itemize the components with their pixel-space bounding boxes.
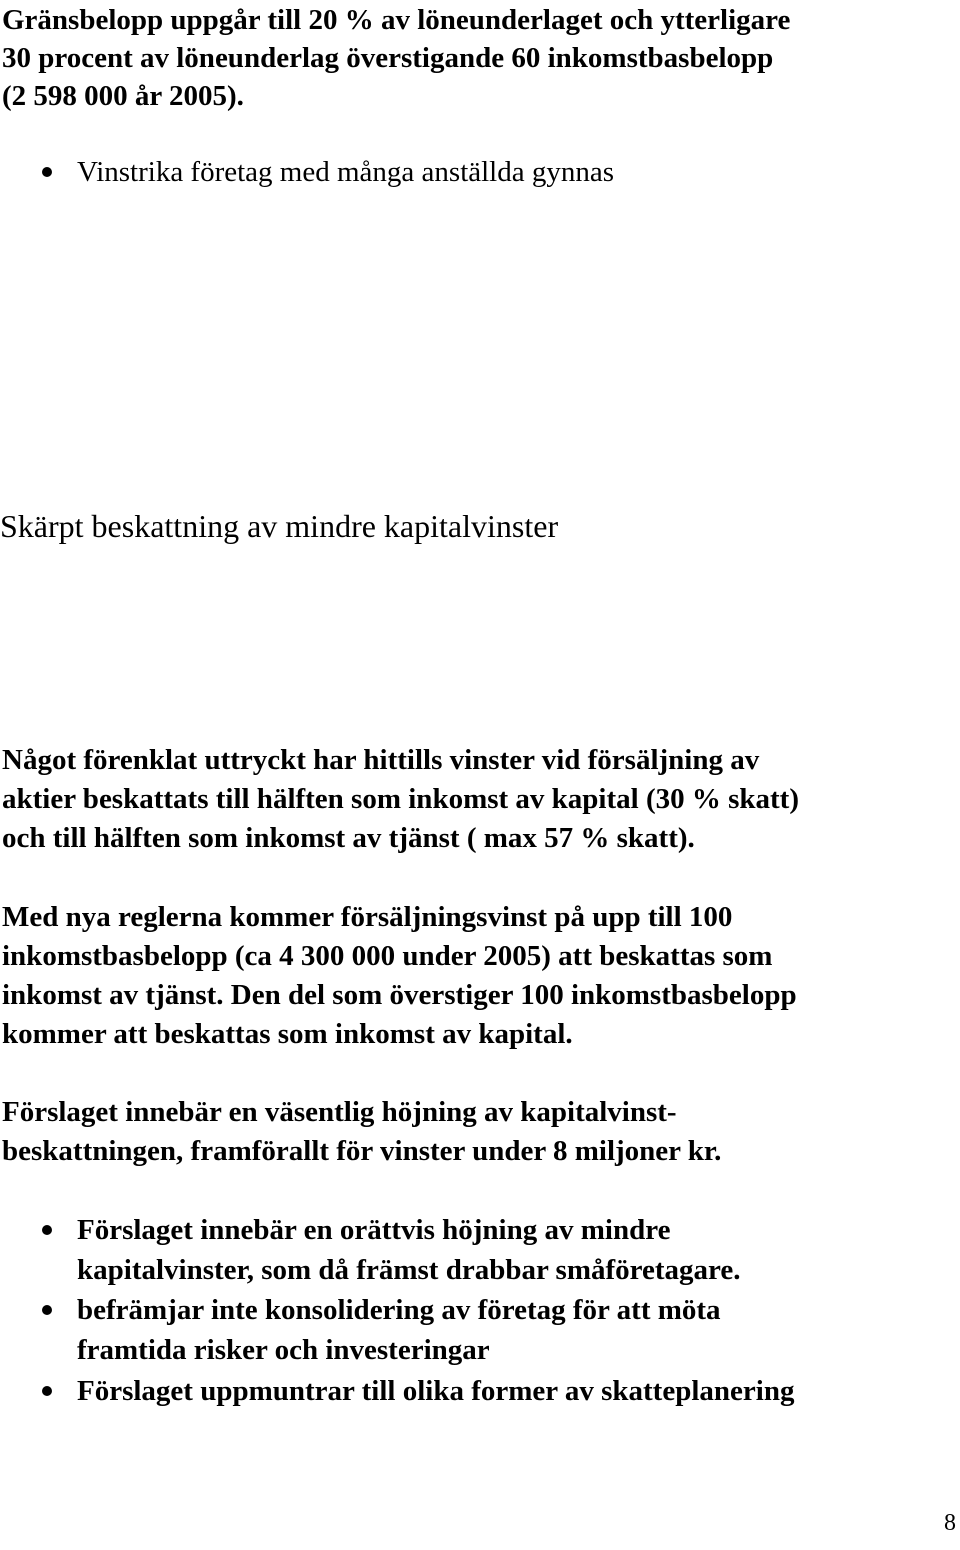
bullet-dot-icon (42, 1305, 52, 1315)
paragraph-2-line-3: inkomst av tjänst. Den del som överstiger 100 inkomstbasbelopp (2, 979, 797, 1011)
page-number: 8 (944, 1510, 956, 1536)
intro-line-3: (2 598 000 år 2005). (2, 80, 244, 112)
bullet-dot-icon (42, 167, 52, 177)
paragraph-2-line-2: inkomstbasbelopp (ca 4 300 000 under 2005) att beskattas som (2, 940, 773, 972)
bullet-text: Förslaget uppmuntrar till olika former av skatteplanering (77, 1375, 795, 1407)
section-heading: Skärpt beskattning av mindre kapitalvinster (0, 508, 559, 544)
bullet-text: befrämjar inte konsolidering av företag för att möta (77, 1294, 721, 1326)
paragraph-2-line-4: kommer att beskattas som inkomst av kapital. (2, 1018, 573, 1050)
bullet-dot-icon (42, 1225, 52, 1235)
paragraph-1-line-2: aktier beskattats till hälften som inkomst av kapital (30 % skatt) (2, 783, 799, 815)
bullet-item-2-continuation: framtida risker och investeringar (77, 1334, 490, 1366)
bullet-item-top (0, 152, 960, 192)
bullet-text: Förslaget innebär en orättvis höjning av mindre (77, 1214, 671, 1246)
intro-line-2: 30 procent av löneunderlag överstigande 60 inkomstbasbelopp (2, 42, 774, 74)
bullet-item-2 (0, 1290, 960, 1330)
bullet-item-3 (0, 1371, 960, 1411)
bullet-text: Vinstrika företag med många anställda gynnas (77, 156, 615, 188)
bullet-item-1-continuation: kapitalvinster, som då främst drabbar småföretagare. (77, 1254, 741, 1286)
paragraph-3-line-2: beskattningen, framförallt för vinster under 8 miljoner kr. (2, 1135, 722, 1167)
bullet-item-1 (0, 1210, 960, 1250)
intro-line-1: Gränsbelopp uppgår till 20 % av löneunderlaget och ytterligare (2, 4, 791, 36)
paragraph-1-line-3: och till hälften som inkomst av tjänst ( max 57 % skatt). (2, 822, 695, 854)
paragraph-3-line-1: Förslaget innebär en väsentlig höjning av kapitalvinst- (2, 1096, 677, 1128)
paragraph-2-line-1: Med nya reglerna kommer försäljningsvinst på upp till 100 (2, 901, 733, 933)
paragraph-1-line-1: Något förenklat uttryckt har hittills vinster vid försäljning av (2, 744, 760, 776)
bullet-dot-icon (42, 1386, 52, 1396)
